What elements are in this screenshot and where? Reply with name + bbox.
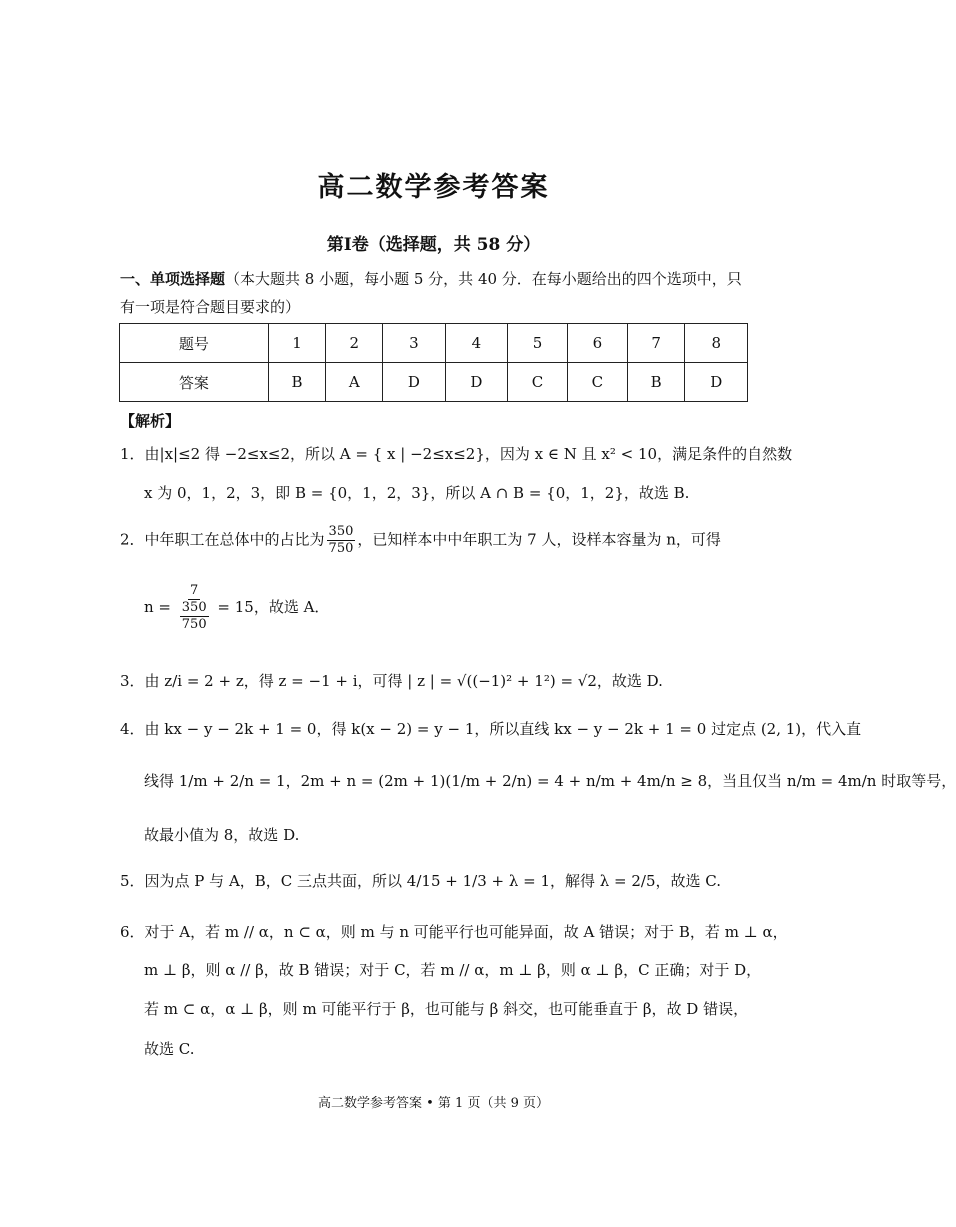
solution-3: 3．由 z/i = 2 + z，得 z = −1 + i，可得 | z | = √((−1)² + 1²) = √2，故选 D. [120,672,663,690]
table-cell: 2 [326,324,383,363]
table-row [120,363,748,402]
table-cell: D [383,363,445,402]
solution-4-line-2: 线得 1/m + 2/n = 1，2m + n = (2m + 1)(1/m + 2/n) = 4 + n/m + 4m/n ≥ 8，当且仅当 n/m = 4m/n 时取等号， [144,772,956,790]
solution-1-line-1: 1．由|x|≤2 得 −2≤x≤2，所以 A = { x | −2≤x≤2}，因为 x ∈ N 且 x² < 10，满足条件的自然数 [120,445,793,463]
table-cell: 1 [268,324,326,363]
table-cell: 3 [383,324,445,363]
fraction: $\frac{350}{750}$ [328,524,354,556]
solution-4-line-3: 故最小值为 8，故选 D. [144,826,300,844]
page-footer: 高二数学参考答案 • 第 1 页（共 9 页） [317,1096,549,1111]
table-cell: D [445,363,507,402]
section-heading: 一、单项选择题 [120,270,226,288]
solution-1-line-2: x 为 0，1，2，3，即 B = {0，1，2，3}，所以 A ∩ B = {0，1，2}，故选 B. [144,484,690,502]
solution-2-line-1: 2．中年职工在总体中的占比为 $\frac{350}{750}$ ，已知样本中中年职工为 7 人，设样本容量为 n，可得 [120,524,721,556]
table-cell: C [508,363,568,402]
solution-6-line-4: 故选 C. [144,1040,195,1058]
nested-fraction: $\frac{7}{\frac{350}{750}}$ [181,583,207,632]
answer-table [119,323,748,402]
table-cell: 6 [567,324,627,363]
table-cell: A [326,363,383,402]
table-cell: 7 [627,324,685,363]
row-label-answer: 答案 [120,363,269,402]
section-desc-line1: （本大题共 8 小题，每小题 5 分，共 40 分．在每小题给出的四个选项中，只 [225,270,742,288]
solution-2-line-2: n = $\frac{7}{\frac{350}{750}}$ = 15，故选 A． [144,583,330,632]
section-desc-line2: 有一项是符合题目要求的） [120,298,301,316]
solution-6-line-2: m ⊥ β，则 α // β，故 B 错误；对于 C，若 m // α，m ⊥ β，则 α ⊥ β，C 正确；对于 D， [144,961,762,979]
page-title: 高二数学参考答案 [317,172,550,203]
part-title: 第Ⅰ卷（选择题，共 58 分） [326,235,541,255]
table-cell: 4 [445,324,507,363]
analysis-heading: 【解析】 [120,412,181,430]
table-cell: C [567,363,627,402]
table-cell: B [627,363,685,402]
solution-4-line-1: 4．由 kx − y − 2k + 1 = 0，得 k(x − 2) = y − 1，所以直线 kx − y − 2k + 1 = 0 过定点 (2, 1)，代入直 [120,720,862,738]
section-heading-block [120,265,750,321]
table-cell: B [268,363,326,402]
solution-6-line-3: 若 m ⊂ α，α ⊥ β，则 m 可能平行于 β，也可能与 β 斜交，也可能垂直于 β，故 D 错误， [144,1000,749,1018]
solution-6-line-1: 6．对于 A，若 m // α，n ⊂ α，则 m 与 n 可能平行也可能异面，故 A 错误；对于 B，若 m ⊥ α， [120,923,788,941]
table-cell: 8 [685,324,748,363]
table-row [120,324,748,363]
table-cell: D [685,363,748,402]
solution-5: 5．因为点 P 与 A，B，C 三点共面，所以 4/15 + 1/3 + λ = 1，解得 λ = 2/5，故选 C. [120,872,721,890]
row-label-number: 题号 [120,324,269,363]
table-cell: 5 [508,324,568,363]
